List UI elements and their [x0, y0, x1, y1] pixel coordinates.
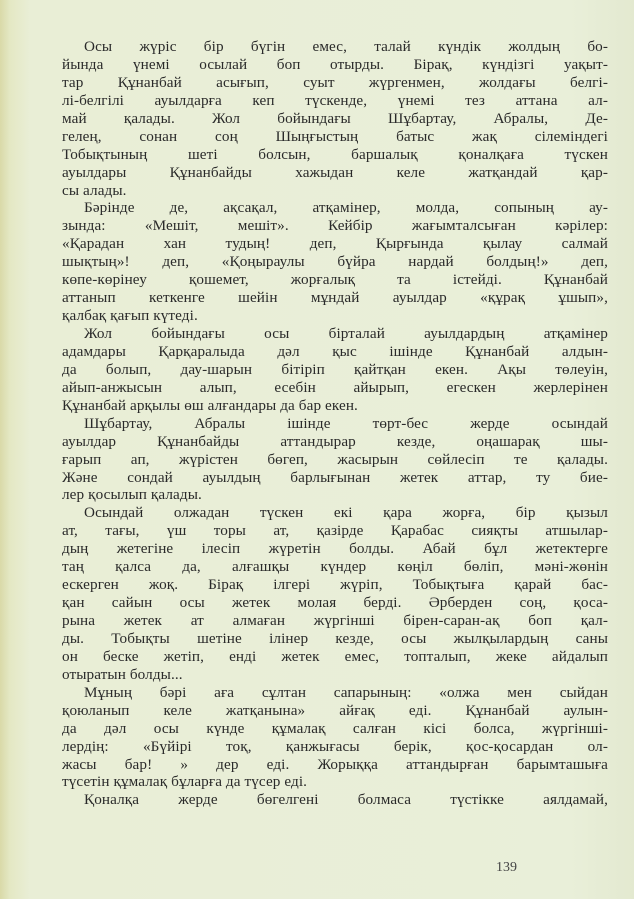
text-line: май қалады. Жол бойындағы Шұбартау, Абралы, Де-: [62, 109, 608, 127]
text-line: қоюланып келе жатқанына» айғақ еді. Құнанбай аулын-: [62, 701, 608, 719]
text-line: зында: «Мешіт, мешіт». Кейбір жағымталсыған кәрілер:: [62, 217, 608, 235]
paragraph: [62, 415, 608, 505]
text-line: да дәл осы күнде құмалақ салған кісі болса, жүргінші-: [62, 719, 608, 737]
text-line: отыратын болды...: [62, 665, 183, 683]
text-line: қалбақ қағып күтеді.: [62, 307, 198, 325]
text-line: Құнанбай арқылы өш алғандары да бар екен.: [62, 396, 358, 414]
text-line: гелең, сонан соң Шыңғыстың батыс жақ сілеміндегі: [62, 127, 608, 145]
text-line: қан сайын осы жетек молая берді. Әрберден соң, қоса-: [62, 594, 608, 612]
text-line: «Қарадан хан тудың! деп, Қырғында қылау салмай: [62, 235, 608, 253]
text-line: Және сондай ауылдың барлығынан жетек аттар, ту бие-: [62, 468, 608, 486]
text-line: Мұның бәрі аға сұлтан сапарының: «олжа мен сыйдан: [84, 683, 608, 701]
text-line: айып-анжысын алып, есебін айырып, егескен жерлерінен: [62, 378, 608, 396]
text-line: Жол бойындағы осы бірталай ауылдардың атқамінер: [84, 325, 608, 342]
paragraph: [62, 325, 608, 415]
text-line: тар Құнанбай асығып, суыт жүргенмен, жолдағы белгі-: [62, 73, 608, 91]
text-line: Тобықтының шеті болсын, баршалық қоналқаға түскен: [62, 145, 608, 163]
text-line: Шұбартау, Абралы ішінде төрт-бес жерде осындай: [84, 414, 608, 432]
text-line: рына жетек ат алмаған жүргінші бірен-саран-ақ боп қал-: [62, 612, 608, 629]
text-line: ғарып ап, жүрістен бөгеп, жасырын сөйлесіп те қалады.: [62, 450, 608, 468]
text-line: адамдары Қарқаралыда дәл қыс ішінде Құнанбай алдын-: [62, 342, 608, 360]
text-line: ды. Тобықты шетіне ілінер кезде, осы жылқылардың саны: [62, 629, 608, 647]
text-line: лі-белгілі ауылдарға кеп түскенде, үнемі тез аттана ал-: [62, 91, 608, 109]
text-line: ауылдар Құнанбайды аттандырар кезде, оңашарақ шы-: [62, 432, 608, 450]
text-line: дың жетегіне ілесіп жүретін болды. Абай бұл жетектерге: [62, 540, 608, 558]
text-line: сы алады.: [62, 181, 127, 199]
text-line: Осындай олжадан түскен екі қара жорға, бір қызыл: [84, 504, 608, 522]
paragraph: [62, 504, 608, 683]
text-line: түсетін құмалақ бұларға да түсер еді.: [62, 773, 308, 791]
text-line: он беске жетіп, енді жетек емес, топталып, жеке айдалып: [62, 647, 608, 665]
paragraph: [62, 791, 608, 809]
paragraph: [62, 199, 608, 325]
paragraph: [62, 684, 608, 792]
text-line: ескерген жоқ. Бірақ ілгері жүріп, Тобықтыға қарай бас-: [62, 576, 608, 594]
text-line: ат, тағы, үш торы ат, қазірде Қарабас сияқты атшылар-: [62, 522, 608, 540]
text-line: шықтың»! деп, «Қоңыраулы бүйра нардай болдың!» деп,: [62, 253, 608, 271]
text-line: Осы жүріс бір бүгін емес, талай күндік жолдың бо-: [84, 38, 608, 55]
text-line: таң қалса да, алғашқы күндер көңіл бөліп, мәні-жөнін: [62, 558, 608, 576]
text-line: лер қосылып қалады.: [62, 486, 202, 504]
text-line: аттанып кеткенге шейін мұндай ауылдар «құрақ ұшып»,: [62, 289, 608, 307]
page-number: 139: [496, 860, 517, 875]
text-line: да болып, дау-шарын бітіріп қайтқан екен. Ақы төлеуін,: [62, 360, 608, 378]
book-page-text: [62, 38, 608, 809]
text-line: Бәрінде де, ақсақал, атқамінер, молда, сопының ау-: [84, 199, 608, 217]
paragraph: [62, 38, 608, 199]
text-line: көпе-көрінеу қошемет, жорғалық та істейді. Құнанбай: [62, 271, 608, 289]
text-line: жасы бар! » дер еді. Жорыққа аттандырған барымташыға: [62, 755, 608, 773]
text-line: ауылдары Құнанбайды хажыдан келе жатқандай қар-: [62, 163, 608, 181]
text-line: йында үнемі осылай боп отырды. Бірақ, күндізгі уақыт-: [62, 55, 608, 73]
text-line: Қоналқа жерде бөгелгені болмаса түстікке аялдамай,: [84, 791, 608, 809]
text-line: лердің: «Бүйірі тоқ, қанжығасы берік, қос-қосардан ол-: [62, 737, 608, 755]
